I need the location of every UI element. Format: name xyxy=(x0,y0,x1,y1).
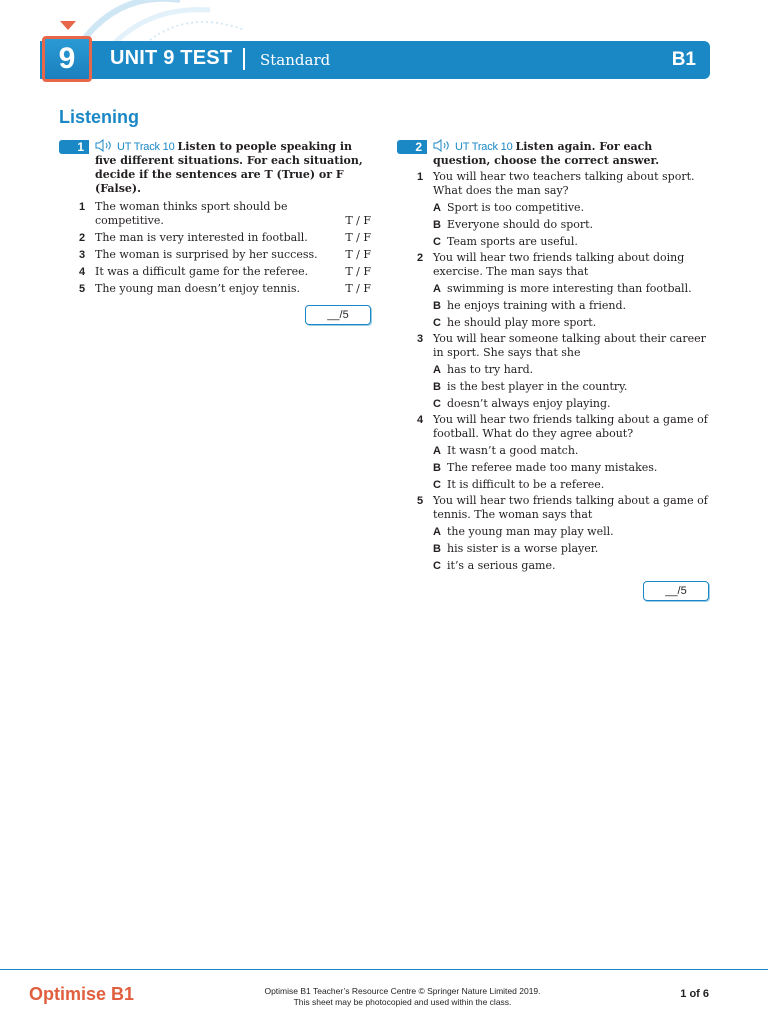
option-text: The referee made too many mistakes. xyxy=(447,461,658,474)
option-text: he enjoys training with a friend. xyxy=(447,299,627,312)
option-letter: C xyxy=(433,479,441,491)
answer-option[interactable] xyxy=(397,316,712,330)
item-text-cont: competitive. xyxy=(95,214,164,227)
exercise-1 xyxy=(59,139,374,299)
option-letter: A xyxy=(433,202,441,214)
exercise-2-number: 2 xyxy=(397,140,427,154)
item-number: 5 xyxy=(79,283,86,295)
question-text: You will hear two friends talking about a game of tennis. The woman says that xyxy=(433,494,708,521)
exercise-1-number: 1 xyxy=(59,140,89,154)
track-label: UT Track 10 xyxy=(455,141,513,153)
exercise-1-instruction: Listen to people speaking in five different situations. For each situation, decide if the sentences are T (True) or F (False). xyxy=(95,140,363,195)
track-label: UT Track 10 xyxy=(117,141,175,153)
question xyxy=(397,332,712,360)
true-false-choice[interactable]: T / F xyxy=(345,282,371,295)
question-number: 4 xyxy=(417,414,424,426)
option-text: Sport is too competitive. xyxy=(447,201,585,214)
option-letter: A xyxy=(433,445,441,457)
unit-number-badge: 9 xyxy=(42,36,92,82)
answer-option[interactable] xyxy=(397,397,712,411)
list-item xyxy=(59,200,374,228)
list-item xyxy=(59,248,374,262)
section-title: Listening xyxy=(59,107,139,127)
option-letter: A xyxy=(433,283,441,295)
question xyxy=(397,413,712,441)
true-false-choice[interactable]: T / F xyxy=(345,214,371,227)
answer-option[interactable] xyxy=(397,299,712,313)
answer-option[interactable] xyxy=(397,282,712,296)
item-number: 4 xyxy=(79,266,86,278)
option-text: has to try hard. xyxy=(447,363,534,376)
option-letter: B xyxy=(433,462,441,474)
exercise-2 xyxy=(397,139,712,573)
question-number: 1 xyxy=(417,171,424,183)
option-text: the young man may play well. xyxy=(447,525,614,538)
option-letter: C xyxy=(433,398,441,410)
list-item xyxy=(59,265,374,279)
question-text: You will hear two friends talking about a game of football. What do they agree about? xyxy=(433,413,708,440)
question-text: You will hear someone talking about their career in sport. She says that she xyxy=(433,332,706,359)
footer-divider xyxy=(0,969,768,970)
brand-logo: Optimise B1 xyxy=(29,984,135,1004)
list-item xyxy=(59,231,374,245)
answer-option[interactable] xyxy=(397,542,712,556)
option-letter: B xyxy=(433,300,441,312)
item-number: 3 xyxy=(79,249,86,261)
option-text: doesn’t always enjoy playing. xyxy=(447,397,611,410)
test-level: Standard xyxy=(260,51,331,69)
item-text: The woman thinks sport should be xyxy=(95,200,288,213)
answer-option[interactable] xyxy=(397,363,712,377)
question xyxy=(397,170,712,198)
option-text: Everyone should do sport. xyxy=(447,218,594,231)
option-text: his sister is a worse player. xyxy=(447,542,599,555)
true-false-choice[interactable]: T / F xyxy=(345,265,371,278)
option-text: is the best player in the country. xyxy=(447,380,628,393)
option-letter: B xyxy=(433,543,441,555)
answer-option[interactable] xyxy=(397,559,712,573)
true-false-choice[interactable]: T / F xyxy=(345,231,371,244)
option-text: It wasn’t a good match. xyxy=(447,444,579,457)
item-text: The woman is surprised by her success. xyxy=(95,248,318,261)
test-title: UNIT 9 TEST xyxy=(110,47,233,69)
copyright-notice xyxy=(230,986,575,1008)
answer-option[interactable] xyxy=(397,461,712,475)
answer-option[interactable] xyxy=(397,525,712,539)
item-text: The man is very interested in football. xyxy=(95,231,308,244)
question-number: 3 xyxy=(417,333,424,345)
speaker-icon xyxy=(433,139,453,152)
question xyxy=(397,251,712,279)
exercise-1-score-box[interactable]: __/5 xyxy=(305,305,371,325)
question-number: 5 xyxy=(417,495,424,507)
cefr-level: B1 xyxy=(671,49,696,70)
option-letter: C xyxy=(433,317,441,329)
copyright-line-1: Optimise B1 Teacher’s Resource Centre © Springer Nature Limited 2019. xyxy=(264,986,541,996)
page-number: 1 of 6 xyxy=(680,988,709,1000)
option-text: he should play more sport. xyxy=(447,316,597,329)
true-false-choice[interactable]: T / F xyxy=(345,248,371,261)
question xyxy=(397,494,712,522)
title-divider xyxy=(243,48,245,70)
answer-option[interactable] xyxy=(397,478,712,492)
list-item xyxy=(59,282,374,296)
answer-option[interactable] xyxy=(397,201,712,215)
exercise-1-header xyxy=(59,139,374,196)
option-letter: B xyxy=(433,381,441,393)
option-text: it’s a serious game. xyxy=(447,559,556,572)
unit-marker-icon xyxy=(60,21,76,30)
option-letter: A xyxy=(433,364,441,376)
question-text: You will hear two friends talking about doing exercise. The man says that xyxy=(433,251,685,278)
answer-option[interactable] xyxy=(397,380,712,394)
option-letter: A xyxy=(433,526,441,538)
question-text: You will hear two teachers talking about sport. What does the man say? xyxy=(433,170,695,197)
option-text: It is difficult to be a referee. xyxy=(447,478,605,491)
exercise-2-header xyxy=(397,139,712,168)
copyright-line-2: This sheet may be photocopied and used within the class. xyxy=(293,997,512,1007)
option-letter: C xyxy=(433,560,441,572)
question-number: 2 xyxy=(417,252,424,264)
item-number: 1 xyxy=(79,201,86,213)
option-text: swimming is more interesting than football. xyxy=(447,282,692,295)
option-letter: B xyxy=(433,219,441,231)
answer-option[interactable] xyxy=(397,218,712,232)
exercise-2-score-box[interactable]: __/5 xyxy=(643,581,709,601)
answer-option[interactable] xyxy=(397,235,712,249)
answer-option[interactable] xyxy=(397,444,712,458)
item-text: It was a difficult game for the referee. xyxy=(95,265,309,278)
option-text: Team sports are useful. xyxy=(447,235,578,248)
item-text: The young man doesn’t enjoy tennis. xyxy=(95,282,300,295)
speaker-icon xyxy=(95,139,115,152)
exercise-2-instruction: Listen again. For each question, choose the correct answer. xyxy=(433,140,660,167)
option-letter: C xyxy=(433,236,441,248)
item-number: 2 xyxy=(79,232,86,244)
